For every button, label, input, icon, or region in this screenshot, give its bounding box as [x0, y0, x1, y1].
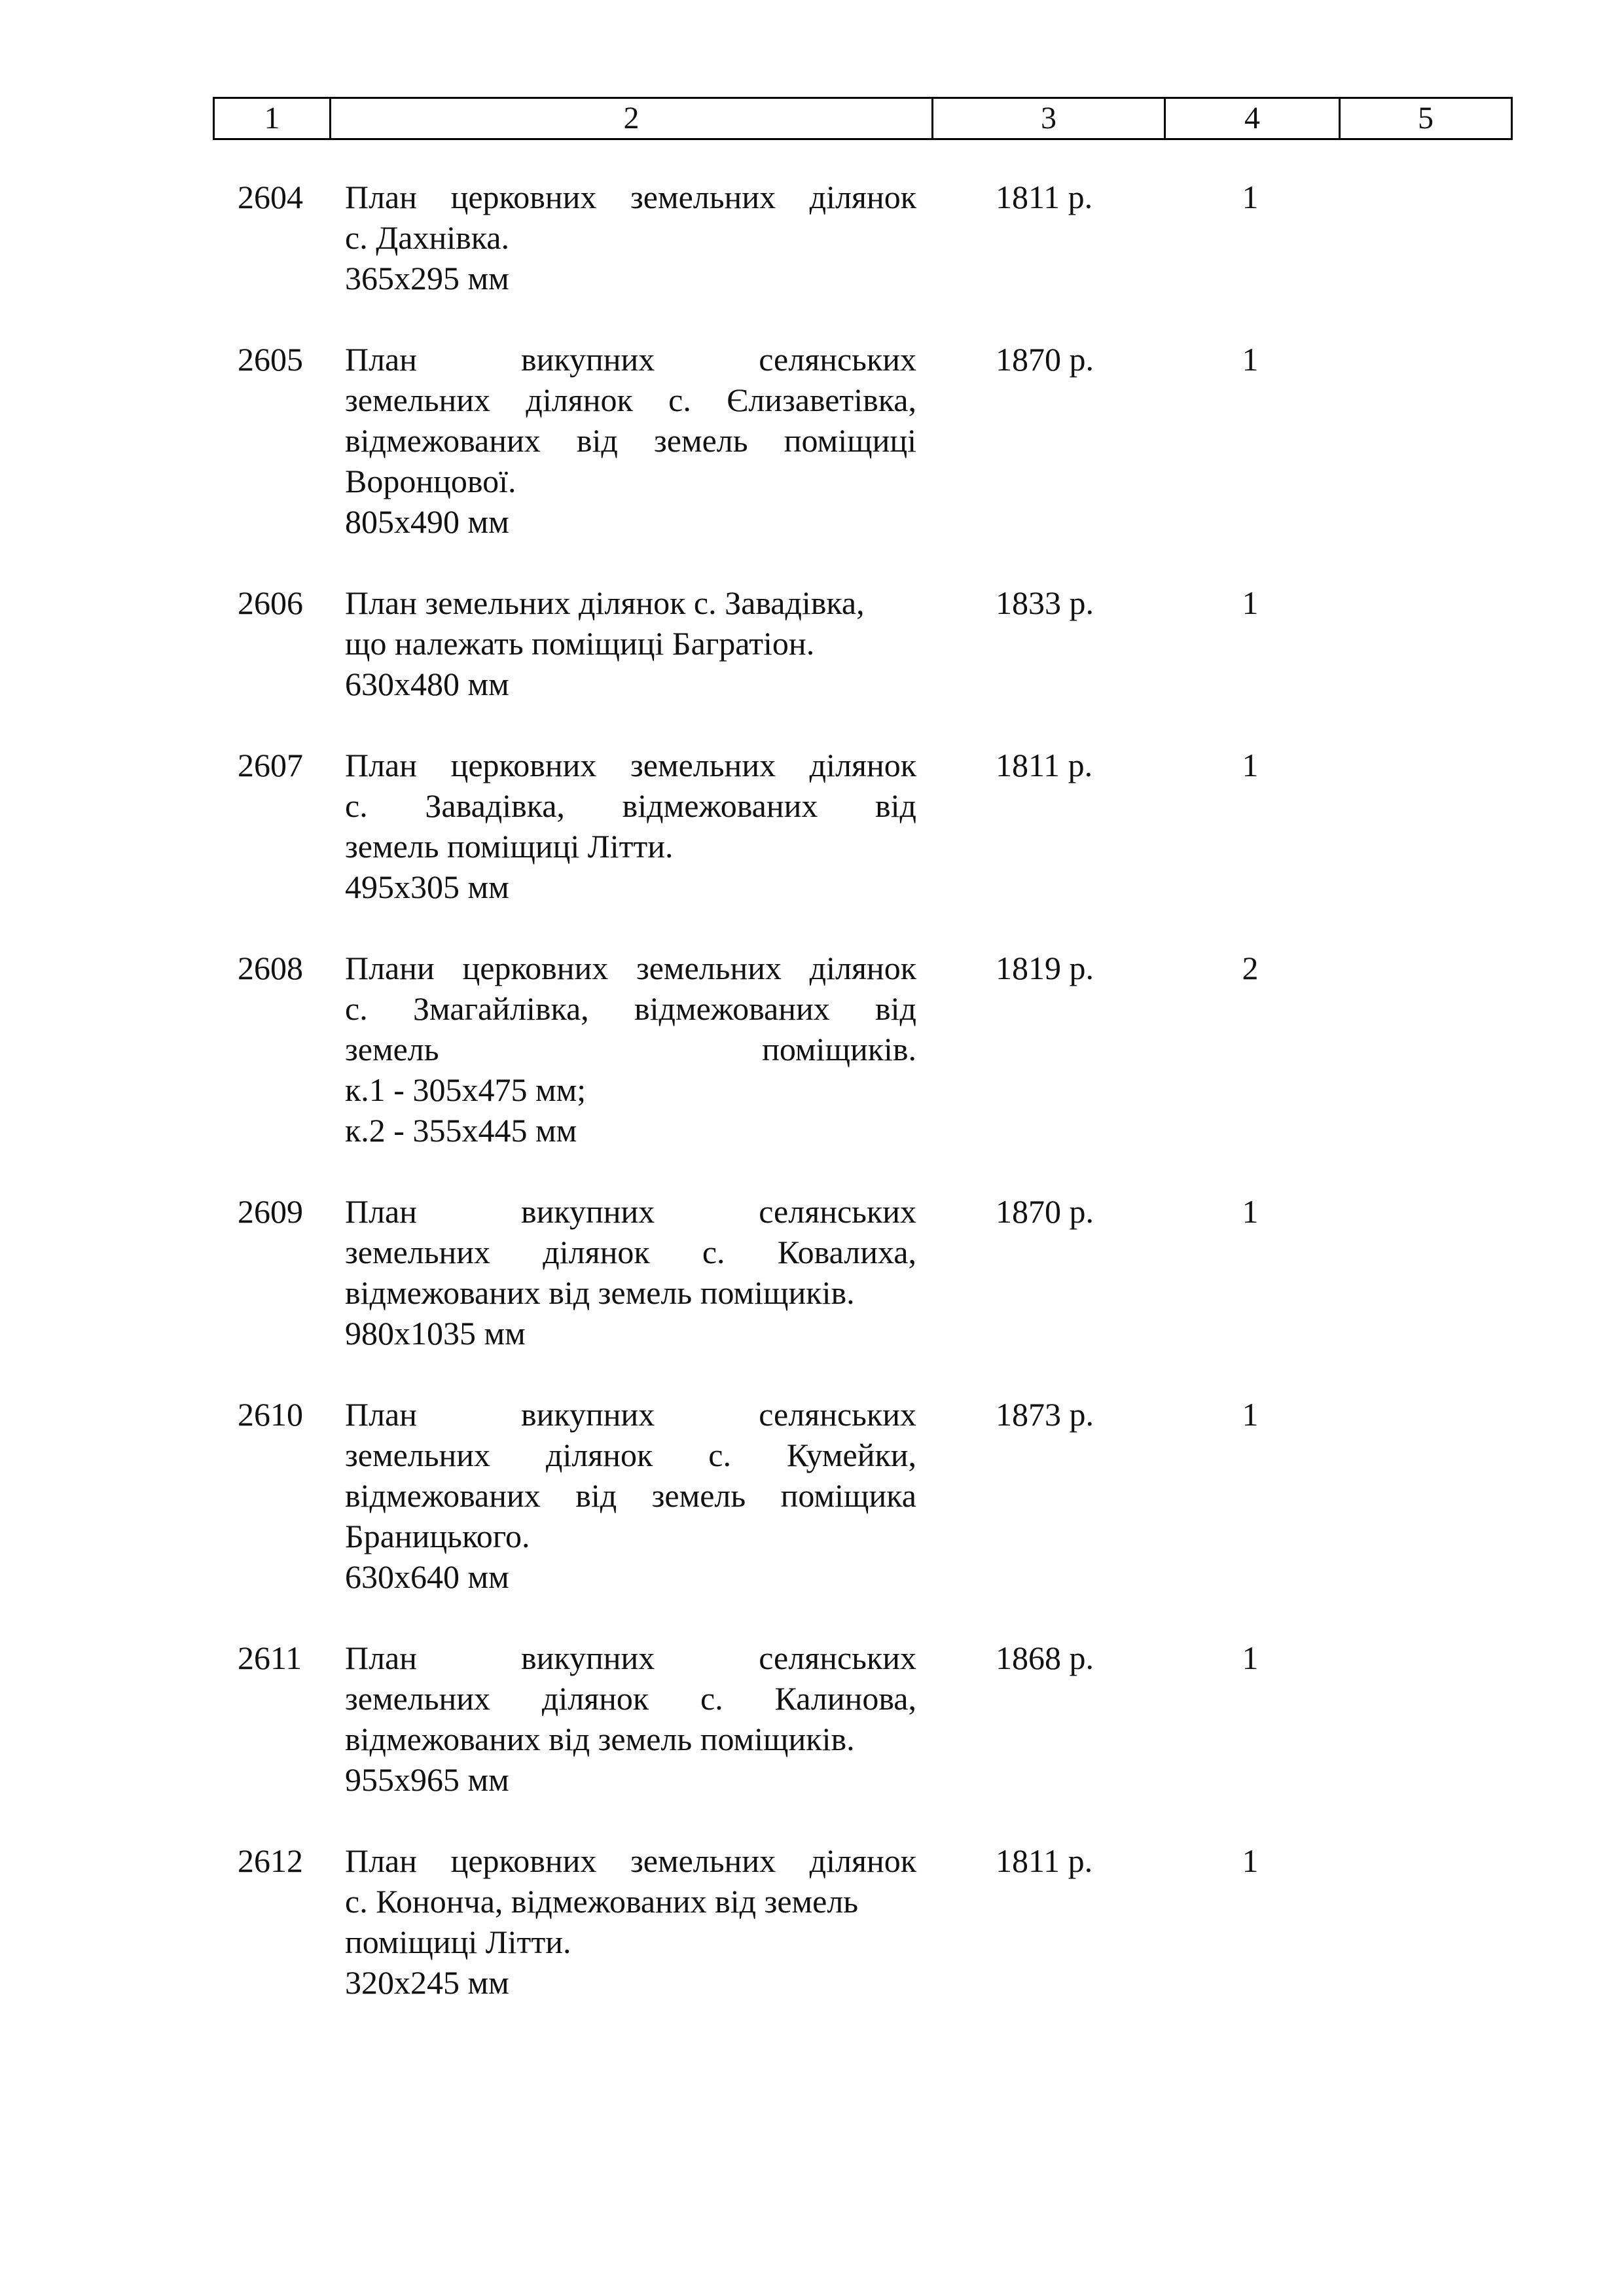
description-line: що належать поміщиці Багратіон.: [345, 625, 815, 662]
entry-number: 2611: [238, 1640, 302, 1676]
entry-sheet-count: 1: [1242, 341, 1259, 378]
entry-date: 1873 р.: [996, 1396, 1094, 1433]
column-number-5: 5: [1418, 101, 1434, 135]
entry-dimensions: 805х490 мм: [345, 503, 509, 540]
entry-sheet-count: 1: [1242, 747, 1259, 783]
entry-sheet-count: 1: [1242, 1640, 1259, 1676]
entry-sheet-count: 2: [1242, 950, 1259, 986]
column-number-1: 1: [215, 99, 331, 138]
entry-number: 2612: [238, 1842, 303, 1879]
description-line: План викупних селянських: [345, 1193, 916, 1230]
entry-description: [345, 1638, 916, 1800]
entry-description: [345, 948, 916, 1151]
description-line: земель поміщиків.: [345, 1031, 916, 1067]
entry-sheet-count: 1: [1242, 1842, 1259, 1879]
description-line: План церковних земельних ділянок: [345, 747, 916, 783]
description-line: земельних ділянок с. Кумейки,: [345, 1437, 916, 1473]
entry-date: 1868 р.: [996, 1640, 1094, 1676]
entry-date: 1870 р.: [996, 341, 1094, 378]
description-line: План церковних земельних ділянок: [345, 179, 916, 215]
entry-description: [345, 745, 916, 907]
entry-dimensions: 980х1035 мм: [345, 1315, 526, 1352]
description-line: поміщиці Літти.: [345, 1924, 571, 1960]
entry-number: 2608: [238, 950, 303, 986]
description-line: План земельних ділянок с. Завадівка,: [345, 584, 865, 621]
entry-description: [345, 1191, 916, 1354]
entry-description: [345, 339, 916, 542]
description-line: Воронцової.: [345, 463, 516, 499]
entry-number: 2605: [238, 341, 303, 378]
description-line: с. Кононча, відмежованих від земель: [345, 1883, 859, 1920]
description-line: Плани церковних земельних ділянок: [345, 950, 916, 986]
entry-date: 1811 р.: [996, 1842, 1093, 1879]
entry-dimensions: 320х245 мм: [345, 1964, 509, 2001]
entry-sheet-count: 1: [1242, 584, 1259, 621]
entry-dimensions: 955х965 мм: [345, 1761, 509, 1798]
description-line: с. Дахнівка.: [345, 219, 509, 256]
description-line: План викупних селянських: [345, 341, 916, 378]
entry-number: 2610: [238, 1396, 303, 1433]
entry-date: 1833 р.: [996, 584, 1094, 621]
entry-sheet-count: 1: [1242, 1396, 1259, 1433]
entry-dimensions: 630х480 мм: [345, 666, 509, 702]
description-line: відмежованих від земель поміщиків.: [345, 1274, 855, 1311]
description-line: к.1 - 305х475 мм;: [345, 1071, 586, 1108]
entry-sheet-count: 1: [1242, 179, 1259, 215]
entry-number: 2606: [238, 584, 303, 621]
entry-description: [345, 177, 916, 298]
column-number-2: 2: [331, 99, 933, 138]
description-line: План викупних селянських: [345, 1640, 916, 1676]
entry-dimensions: 365х295 мм: [345, 260, 509, 296]
description-line: План викупних селянських: [345, 1396, 916, 1433]
entry-description: [345, 1840, 916, 2003]
description-line: земельних ділянок с. Єлизаветівка,: [345, 382, 916, 418]
column-number-4: 4: [1166, 99, 1341, 138]
description-line: відмежованих від земель поміщиків.: [345, 1721, 855, 1757]
entry-description: [345, 583, 916, 704]
description-line: відмежованих від земель поміщиці: [345, 422, 916, 459]
description-line: земельних ділянок с. Ковалиха,: [345, 1234, 916, 1270]
description-line: земель поміщиці Літти.: [345, 828, 674, 865]
description-line: Браницького.: [345, 1518, 530, 1554]
description-line: відмежованих від земель поміщика: [345, 1477, 916, 1514]
entry-date: 1811 р.: [996, 747, 1093, 783]
column-number-3: 3: [933, 99, 1166, 138]
entry-number: 2604: [238, 179, 303, 215]
entry-sheet-count: 1: [1242, 1193, 1259, 1230]
entry-description: [345, 1394, 916, 1597]
description-line: с. Змагайлівка, відмежованих від: [345, 990, 916, 1027]
entry-date: 1870 р.: [996, 1193, 1094, 1230]
entry-date: 1819 р.: [996, 950, 1094, 986]
entry-dimensions: 495х305 мм: [345, 869, 509, 905]
description-line: План церковних земельних ділянок: [345, 1842, 916, 1879]
description-line: земельних ділянок с. Калинова,: [345, 1680, 916, 1717]
description-line: с. Завадівка, відмежованих від: [345, 787, 916, 824]
entry-number: 2609: [238, 1193, 303, 1230]
entry-date: 1811 р.: [996, 179, 1093, 215]
entry-dimensions: к.2 - 355х445 мм: [345, 1112, 577, 1149]
entry-dimensions: 630х640 мм: [345, 1558, 509, 1595]
entry-number: 2607: [238, 747, 303, 783]
